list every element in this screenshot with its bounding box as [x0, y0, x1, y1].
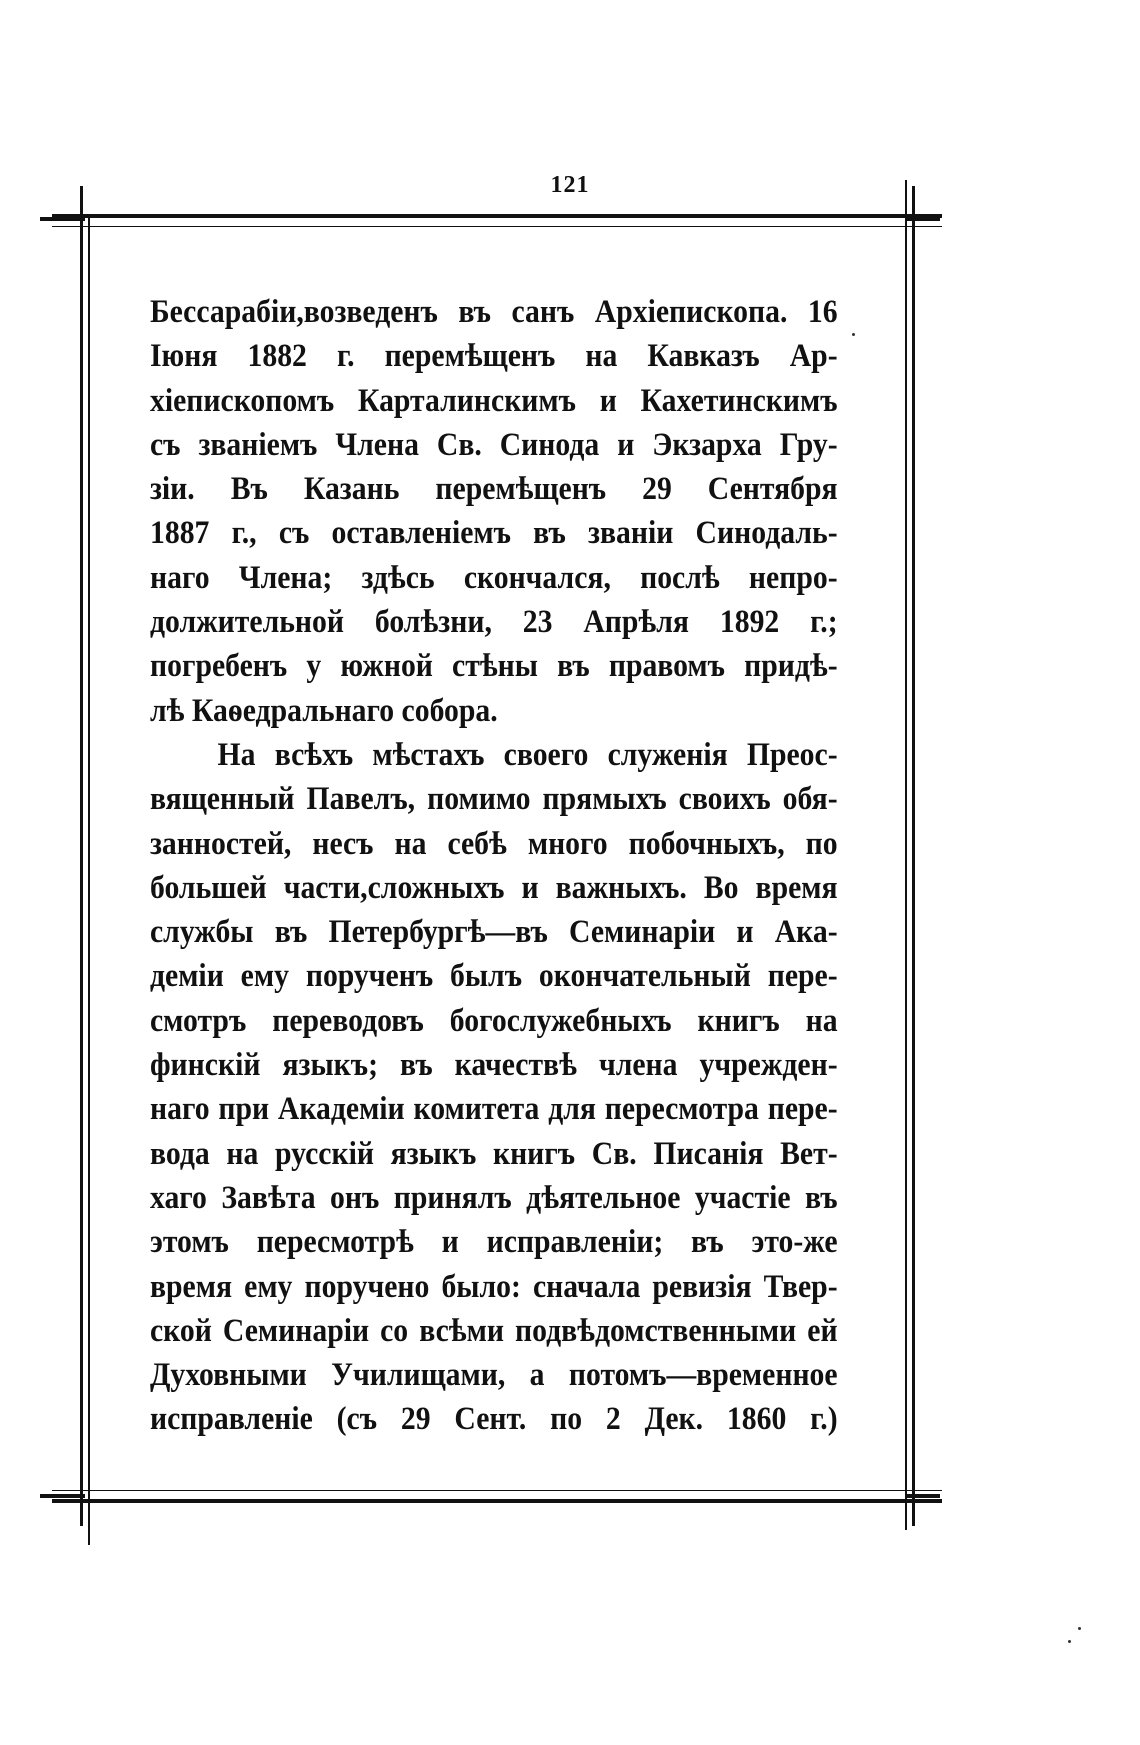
- top-rule: [52, 214, 942, 227]
- bottom-rule-left-tick: [40, 1494, 85, 1498]
- top-rule-left-tick: [40, 217, 85, 221]
- text-line: наго Члена; здѣсь скончался, послѣ непро-: [150, 559, 838, 596]
- text-line: наго при Академіи комитета для пересмотра пере-: [150, 1091, 838, 1128]
- text-line: службы въ Петербургѣ—въ Семинаріи и Ака-: [150, 914, 838, 951]
- paragraph-1: [150, 290, 838, 733]
- text-line: Іюня 1882 г. перемѣщенъ на Кавказъ Ар-: [150, 338, 838, 375]
- paper-speck: [1068, 1640, 1071, 1643]
- top-rule-right-tick: [905, 217, 940, 221]
- frame-right-inner-line: [905, 180, 907, 1530]
- text-line: ской Семинаріи со всѣми подвѣдомственными ей: [150, 1312, 838, 1349]
- frame-left-outer-line: [80, 186, 83, 1526]
- paper-speck: [1078, 1627, 1081, 1630]
- bottom-rule: [52, 1490, 942, 1503]
- text-line: съ званіемъ Члена Св. Синода и Экзарха Гру-: [150, 426, 838, 463]
- text-line: большей части,сложныхъ и важныхъ. Во время: [150, 869, 838, 906]
- paper-speck: [852, 333, 855, 336]
- text-line: хіепископомъ Карталинскимъ и Кахетинскимъ: [150, 382, 838, 419]
- text-line: погребенъ у южной стѣны въ правомъ придѣ-: [150, 648, 838, 685]
- text-line: На всѣхъ мѣстахъ своего служенія Преос-: [217, 736, 838, 773]
- bottom-rule-right-tick: [905, 1494, 940, 1498]
- text-line: исправленіе (съ 29 Сент. по 2 Дек. 1860 г.): [150, 1401, 838, 1438]
- text-line: время ему поручено было: сначала ревизія Твер-: [150, 1268, 838, 1305]
- paragraph-2: [150, 733, 838, 1442]
- text-line: финскій языкъ; въ качествѣ члена учрежден-: [150, 1047, 838, 1084]
- frame-right-outer-line: [912, 186, 915, 1526]
- text-line: хаго Завѣта онъ принялъ дѣятельное участіе въ: [150, 1179, 838, 1216]
- text-line: 1887 г., съ оставленіемъ въ званіи Синодаль-: [150, 515, 838, 552]
- text-line: Духовными Училищами, а потомъ—временное: [150, 1357, 838, 1394]
- text-line: Бессарабіи,возведенъ въ санъ Архіепископа. 16: [150, 294, 838, 330]
- text-line: деміи ему порученъ былъ окончательный пере-: [150, 958, 838, 995]
- text-line: зіи. Въ Казань перемѣщенъ 29 Сентября: [150, 471, 838, 508]
- text-line: лѣ Каѳедральнаго собора.: [150, 692, 498, 729]
- text-line: смотръ переводовъ богослужебныхъ книгъ на: [150, 1002, 838, 1039]
- body-text: [150, 290, 838, 1442]
- page-number: 121: [550, 172, 590, 198]
- text-line: вода на русскій языкъ книгъ Св. Писанія Вет-: [150, 1135, 838, 1172]
- text-line: этомъ пересмотрѣ и исправленіи; въ это-же: [150, 1224, 838, 1261]
- text-line: занностей, несъ на себѣ много побочныхъ, по: [150, 825, 838, 862]
- text-line: должительной болѣзни, 23 Апрѣля 1892 г.;: [150, 604, 838, 641]
- text-line: вященный Павелъ, помимо прямыхъ своихъ обя-: [150, 781, 838, 818]
- frame-left-inner-line: [88, 215, 90, 1545]
